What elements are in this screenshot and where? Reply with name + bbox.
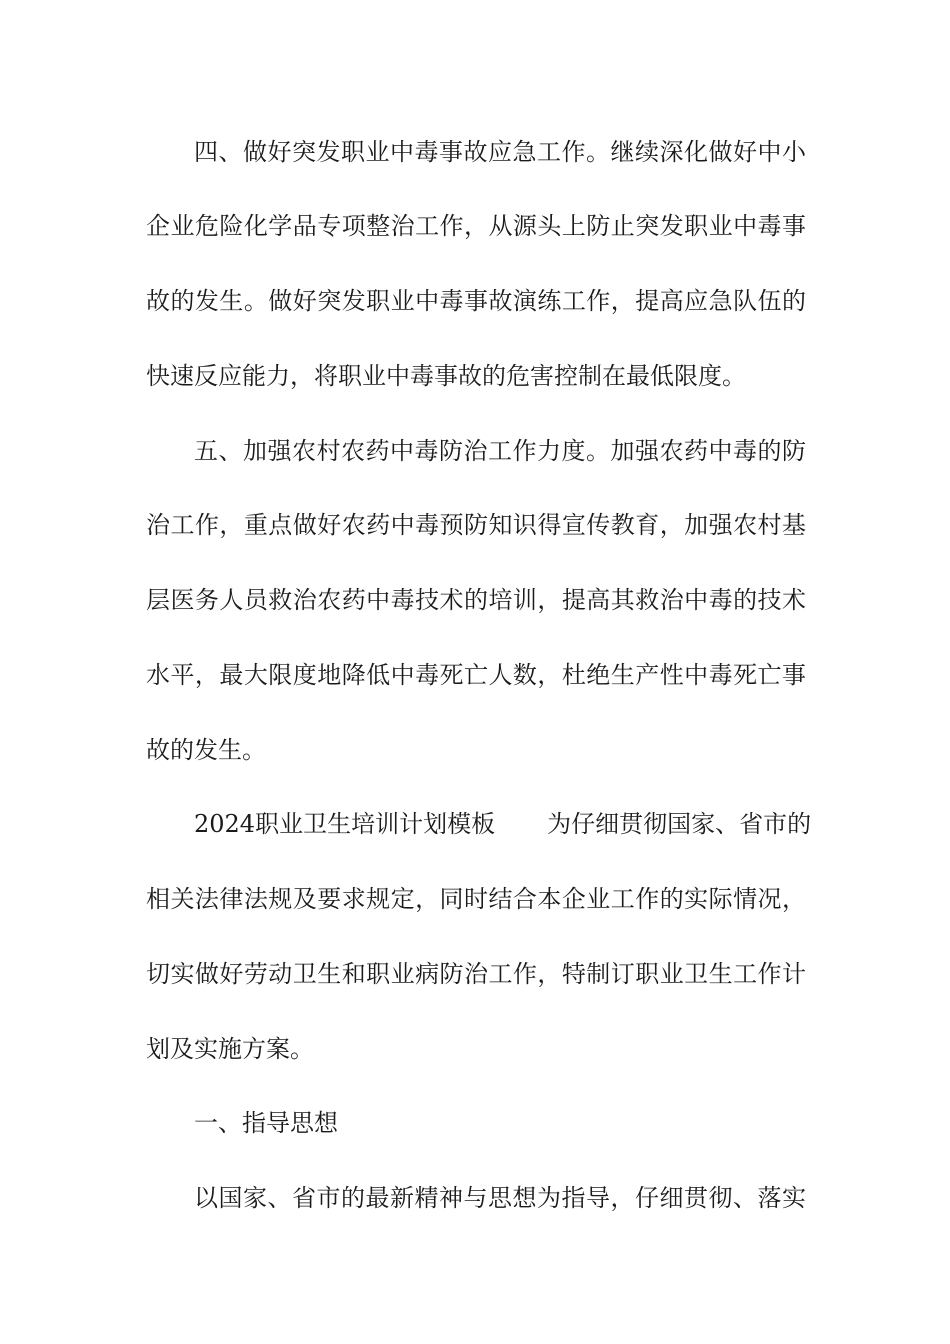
paragraph-5-line-1: 五、加强农村农药中毒防治工作力度。加强农药中毒的防 [194,437,806,465]
plan-intro-line-2: 相关法律法规及要求规定，同时结合本企业工作的实际情况， [146,885,806,913]
plan-intro-text: 为仔细贯彻国家、省市的 [547,810,812,838]
paragraph-5-line-3: 层医务人员救治农药中毒技术的培训，提高其救治中毒的技术 [146,586,806,614]
paragraph-4-line-2: 企业危险化学品专项整治工作，从源头上防止突发职业中毒事 [146,212,806,240]
guiding-ideology-line-1: 以国家、省市的最新精神与思想为指导，仔细贯彻、落实 [194,1184,806,1212]
paragraph-4-line-3: 故的发生。做好突发职业中毒事故演练工作，提高应急队伍的 [146,287,806,315]
plan-title: 2024职业卫生培训计划模板 [194,810,496,838]
paragraph-4-line-4: 快速反应能力，将职业中毒事故的危害控制在最低限度。 [146,362,746,390]
paragraph-5-line-2: 治工作，重点做好农药中毒预防知识得宣传教育，加强农村基 [146,511,806,539]
plan-intro-line-4: 划及实施方案。 [146,1035,314,1063]
plan-intro-line-1 [194,804,812,844]
paragraph-5-line-4: 水平，最大限度地降低中毒死亡人数，杜绝生产性中毒死亡事 [146,661,806,689]
plan-intro-line-3: 切实做好劳动卫生和职业病防治工作，特制订职业卫生工作计 [146,960,806,988]
paragraph-5-line-5: 故的发生。 [146,736,266,764]
paragraph-4-line-1: 四、做好突发职业中毒事故应急工作。继续深化做好中小 [194,138,806,166]
section-heading-guiding-ideology: 一、指导思想 [194,1109,338,1137]
